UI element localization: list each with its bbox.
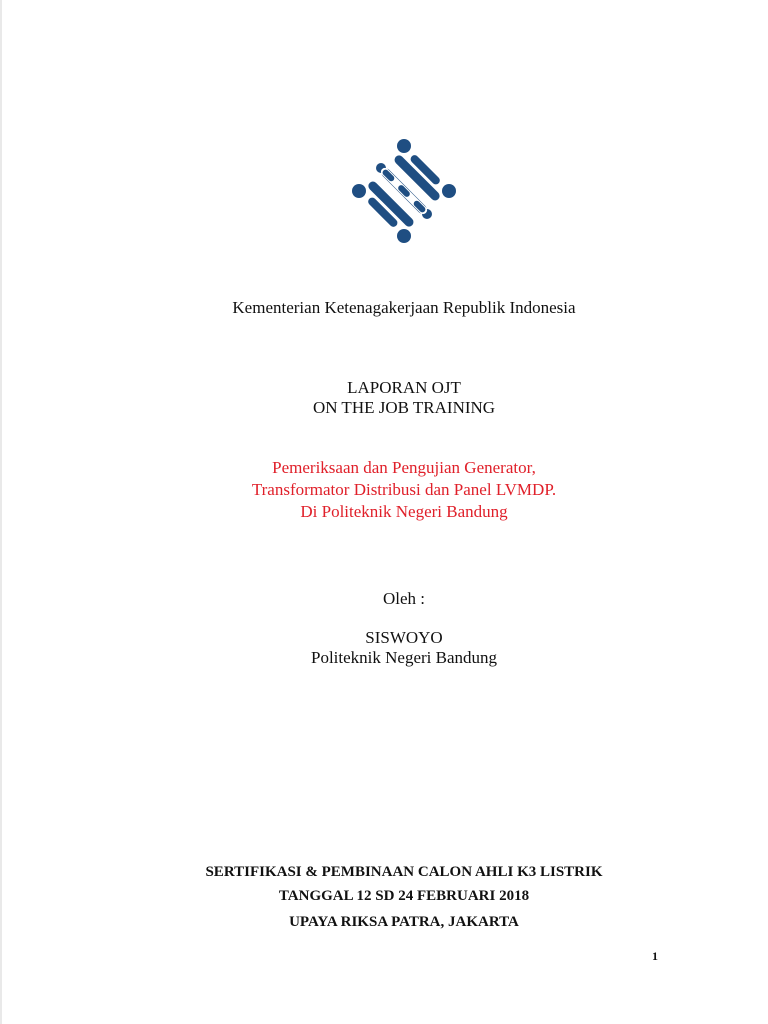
report-title: LAPORAN OJT (347, 378, 461, 397)
author-institution: Politeknik Negeri Bandung (310, 648, 498, 667)
page-number: 1 (652, 949, 658, 963)
topic-line-3: Di Politeknik Negeri Bandung (300, 502, 508, 521)
footer-line-1: SERTIFIKASI & PEMBINAAN CALON AHLI K3 LISTRIK (205, 864, 603, 880)
topic-line-1: Pemeriksaan dan Pengujian Generator, (272, 458, 536, 477)
author-by-label: Oleh : (382, 589, 426, 608)
ministry-name: Kementerian Ketenagakerjaan Republik Indonesia (232, 298, 576, 317)
topic-line-2: Transformator Distribusi dan Panel LVMDP. (251, 480, 557, 499)
report-subtitle: ON THE JOB TRAINING (312, 398, 496, 417)
author-name: SISWOYO (365, 628, 443, 647)
footer-line-2: TANGGAL 12 SD 24 FEBRUARI 2018 (278, 888, 530, 904)
kemnaker-logo-icon (351, 138, 457, 244)
footer-line-3: UPAYA RIKSA PATRA, JAKARTA (289, 914, 519, 930)
